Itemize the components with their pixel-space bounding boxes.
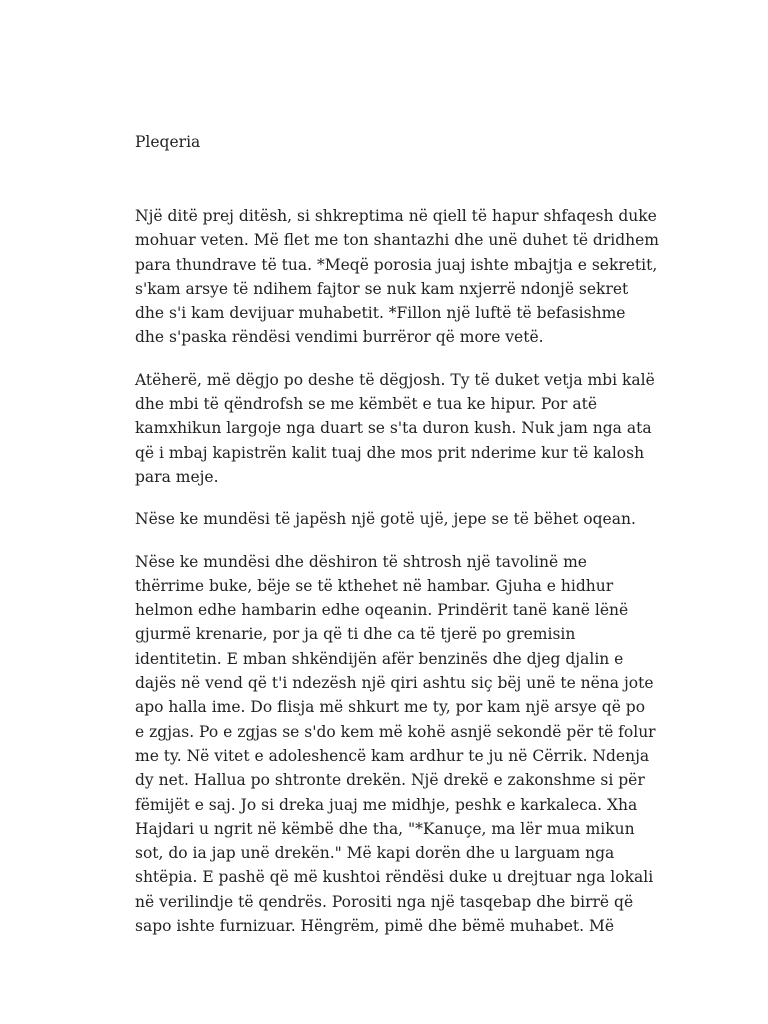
text-line: e zgjas. Po e zgjas se s'do kem më kohë asnjë sekondë për të folur <box>135 722 656 741</box>
text-line: para thundrave të tua. *Meqë porosia juaj ishte mbajtja e sekretit, <box>135 255 658 274</box>
text-line: Nëse ke mundësi dhe dëshiron të shtrosh një tavolinë me <box>135 552 587 571</box>
text-line: s'kam arsye të ndihem fajtor se nuk kam nxjerrë ndonjë sekret <box>135 279 629 298</box>
text-line: apo halla ime. Do flisja më shkurt me ty, por kam një arsye që po <box>135 698 646 717</box>
text-line: dhe s'paska rëndësi vendimi burrëror që more vetë. <box>135 328 544 347</box>
text-line: gjurmë krenarie, por ja që ti dhe ca të tjerë po gremisin <box>135 625 576 644</box>
paragraph <box>135 507 635 531</box>
paragraph <box>135 204 659 350</box>
paragraph <box>135 550 656 939</box>
text-line: helmon edhe hambarin edhe oqeanin. Prindërit tanë kanë lënë <box>135 601 629 620</box>
text-line: Nëse ke mundësi të japësh një gotë ujë, jepe se të bëhet oqean. <box>135 510 636 529</box>
text-line: sapo ishte furnizuar. Hëngrëm, pimë dhe bëmë muhabet. Më <box>135 917 615 936</box>
text-line: Hajdari u ngrit në këmbë dhe tha, "*Kanuçe, ma lër mua mikun <box>135 819 635 838</box>
text-line: dhe mbi të qëndrofsh se me këmbët e tua ke hipur. Por atë <box>135 395 598 414</box>
text-line: fëmijët e saj. Jo si dreka juaj me midhje, peshk e karkaleca. Xha <box>135 795 638 814</box>
text-line: dhe s'i kam devijuar muhabetit. *Fillon një luftë të befasishme <box>135 304 626 323</box>
text-line: sot, do ia jap unë drekën." Më kapi dorën dhe u larguam nga <box>135 844 615 863</box>
text-line: thërrime buke, bëje se të kthehet në hambar. Gjuha e hidhur <box>135 576 614 595</box>
text-line: Atëherë, më dëgjo po deshe të dëgjosh. Ty të duket vetja mbi kalë <box>135 370 655 389</box>
text-line: dy net. Hallua po shtronte drekën. Një drekë e zakonshme si për <box>135 771 645 790</box>
document-title: Pleqeria <box>135 133 201 151</box>
text-line: para meje. <box>135 467 219 486</box>
text-line: shtëpia. E pashë që më kushtoi rëndësi duke u drejtuar nga lokali <box>135 868 654 887</box>
document-body <box>135 204 659 956</box>
text-line: mohuar veten. Më flet me ton shantazhi dhe unë duhet të dridhem <box>135 231 659 250</box>
text-line: kamxhikun largoje nga duart se s'ta duron kush. Nuk jam nga ata <box>135 419 652 438</box>
paragraph <box>135 368 655 489</box>
text-line: Një ditë prej ditësh, si shkreptima në qiell të hapur shfaqesh duke <box>135 207 657 225</box>
text-line: në verilindje të qendrës. Porositi nga një tasqebap dhe birrë që <box>135 892 634 911</box>
text-line: me ty. Në vitet e adoleshencë kam ardhur te ju në Cërrik. Ndenja <box>135 746 650 765</box>
text-line: që i mbaj kapistrën kalit tuaj dhe mos prit nderime kur të kalosh <box>135 443 645 462</box>
text-line: dajës në vend që t'i ndezësh një qiri ashtu siç bëj unë te nëna jote <box>135 674 654 693</box>
text-line: identitetin. E mban shkëndijën afër benzinës dhe djeg djalin e <box>135 649 624 668</box>
